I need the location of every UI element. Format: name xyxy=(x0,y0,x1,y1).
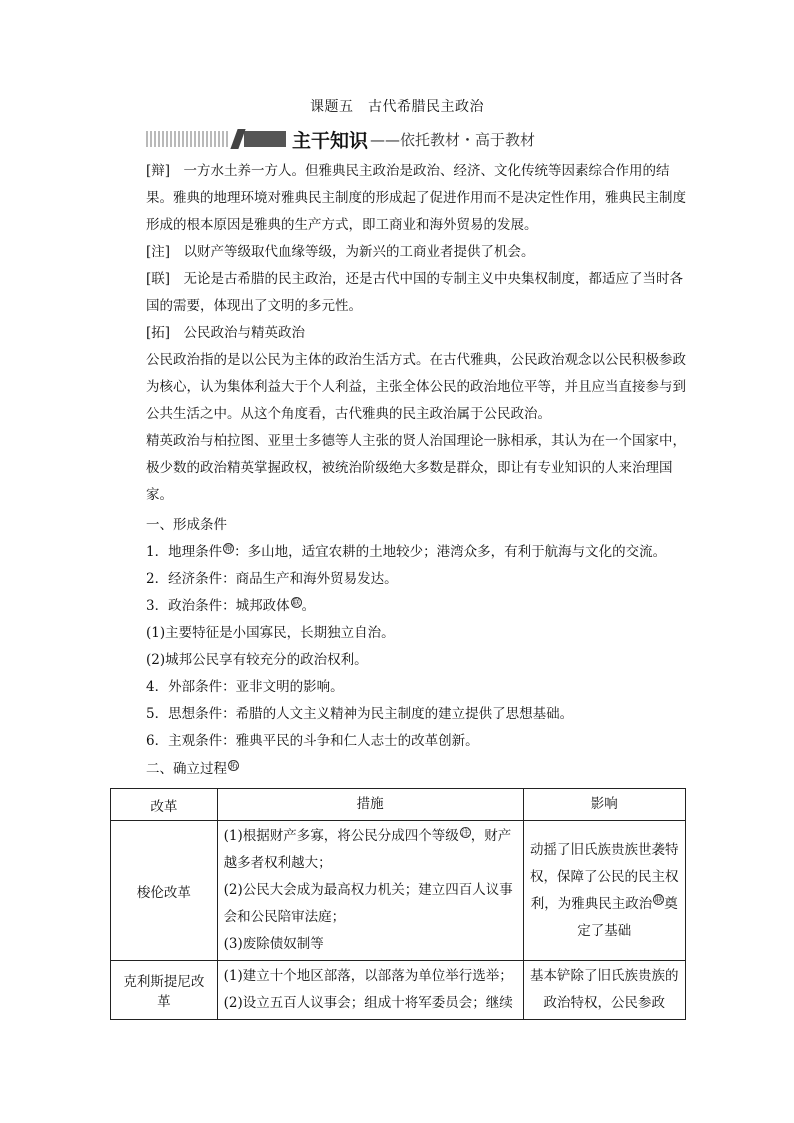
condition-text: ：亚非文明的影响。 xyxy=(222,679,344,695)
condition-text: ：商品生产和海外贸易发达。 xyxy=(222,571,398,587)
measure-text: (3)废除债奴制等 xyxy=(223,936,324,952)
measure-text: ，财产越多者权利越大； xyxy=(223,828,512,871)
paragraph-gongmin: 公民政治指的是以公民为主体的政治生活方式。在古代雅典，公民政治观念以公民积极参政为核心，认为集体利益大于个人利益，主张全体公民的政治地位平等，并且应当直接参与到公共生活之中。从这个角度看，古代雅典的民主政治属于公民政治。 xyxy=(146,352,686,422)
section2-heading-text: 二、确立过程 xyxy=(146,761,227,777)
measure-text: (2)公民大会成为最高权力机关；建立四百人议事会和公民陪审法庭； xyxy=(223,882,513,925)
condition-label: 1．地理条件 xyxy=(146,544,223,560)
condition-label: 4．外部条件 xyxy=(146,679,223,695)
banner-stripes-decoration xyxy=(146,131,230,147)
condition-economy xyxy=(146,566,686,593)
reform-measures xyxy=(217,961,523,1020)
impact-text: 奠定了基础 xyxy=(577,895,678,939)
note-marker-icon: 辩 xyxy=(224,543,233,553)
reform-name: 梭伦改革 xyxy=(111,821,218,961)
paragraph-lian: [联] 无论是古希腊的民主政治，还是古代中国的专制主义中央集权制度，都适应了当时各国的需要，体现出了文明的多元性。 xyxy=(146,271,684,314)
reform-name: 克利斯提尼改革 xyxy=(111,961,218,1020)
measure-text: (1)建立十个地区部落，以部落为单位举行选举； xyxy=(223,968,513,984)
condition-politics-sub1: (1)主要特征是小国寡民，长期独立自治。 xyxy=(146,625,395,641)
condition-thought xyxy=(146,701,686,728)
table-row xyxy=(111,961,686,1020)
table-header-row xyxy=(111,789,686,821)
banner-bar-decoration xyxy=(244,131,286,147)
condition-label: 5．思想条件 xyxy=(146,706,223,722)
table-header-reform: 改革 xyxy=(111,789,218,821)
condition-external xyxy=(146,674,686,701)
reform-impact xyxy=(523,821,685,961)
condition-subjective xyxy=(146,728,686,755)
banner-sub-text: ——依托教材・高于教材 xyxy=(370,130,536,149)
reform-impact xyxy=(523,961,685,1020)
section1-heading: 一、形成条件 xyxy=(146,517,227,533)
condition-label: 6．主观条件 xyxy=(146,733,223,749)
impact-text: 动摇了旧氏族贵族世袭特权，保障了公民的民主权利，为雅典民主政治 xyxy=(530,841,679,912)
note-marker-icon: 联 xyxy=(292,597,301,607)
condition-text-end: 。 xyxy=(301,598,316,614)
condition-text: ：雅典平民的斗争和仁人志士的改革创新。 xyxy=(222,733,479,749)
section2-heading xyxy=(146,756,686,783)
condition-text: ：城邦政体 xyxy=(222,598,290,614)
condition-label: 3．政治条件 xyxy=(146,598,223,614)
note-marker-icon: 注 xyxy=(461,827,470,837)
page-title: 课题五 古代希腊民主政治 xyxy=(310,99,484,115)
table-header-impact: 影响 xyxy=(523,789,685,821)
condition-label: 2．经济条件 xyxy=(146,571,223,587)
note-marker-icon: 拓 xyxy=(229,760,238,770)
table-row xyxy=(111,821,686,961)
banner-main-text: 主干知识 xyxy=(292,129,369,152)
condition-politics-sub2: (2)城邦公民享有较充分的政治权利。 xyxy=(146,652,368,668)
table-header-measures: 措施 xyxy=(217,789,523,821)
condition-text: ：希腊的人文主义精神为民主制度的建立提供了思想基础。 xyxy=(222,706,574,722)
condition-geography xyxy=(146,539,686,566)
measure-text: (2)设立五百人议事会；组成十将军委员会；继续 xyxy=(223,995,513,1011)
measure-text: (1)根据财产多寡，将公民分成四个等级 xyxy=(223,828,459,844)
paragraph-bian: [辩] 一方水土养一方人。但雅典民主政治是政治、经济、文化传统等因素综合作用的结果。雅典的地理环境对雅典民主制度的形成起了促进作用而不是决定性作用，雅典民主制度形成的根本原因是雅典的生产方式，即工商业和海外贸易的发展。 xyxy=(146,163,686,233)
impact-text: 基本铲除了旧氏族贵族的政治特权，公民参政 xyxy=(530,968,679,1011)
paragraph-tuo: [拓] 公民政治与精英政治 xyxy=(146,325,306,341)
reform-table xyxy=(110,788,686,1020)
note-marker-icon: 联 xyxy=(654,895,663,904)
reform-measures xyxy=(217,821,523,961)
condition-politics xyxy=(146,593,686,620)
condition-text: ：多山地，适宜农耕的土地较少；港湾众多，有利于航海与文化的交流。 xyxy=(234,544,667,560)
section-banner xyxy=(146,126,535,152)
paragraph-zhu: [注] 以财产等级取代血缘等级，为新兴的工商业者提供了机会。 xyxy=(146,244,535,260)
paragraph-jingying: 精英政治与柏拉图、亚里士多德等人主张的贤人治国理论一脉相承，其认为在一个国家中，极少数的政治精英掌握政权，被统治阶级绝大多数是群众，即让有专业知识的人来治理国家。 xyxy=(146,433,686,503)
